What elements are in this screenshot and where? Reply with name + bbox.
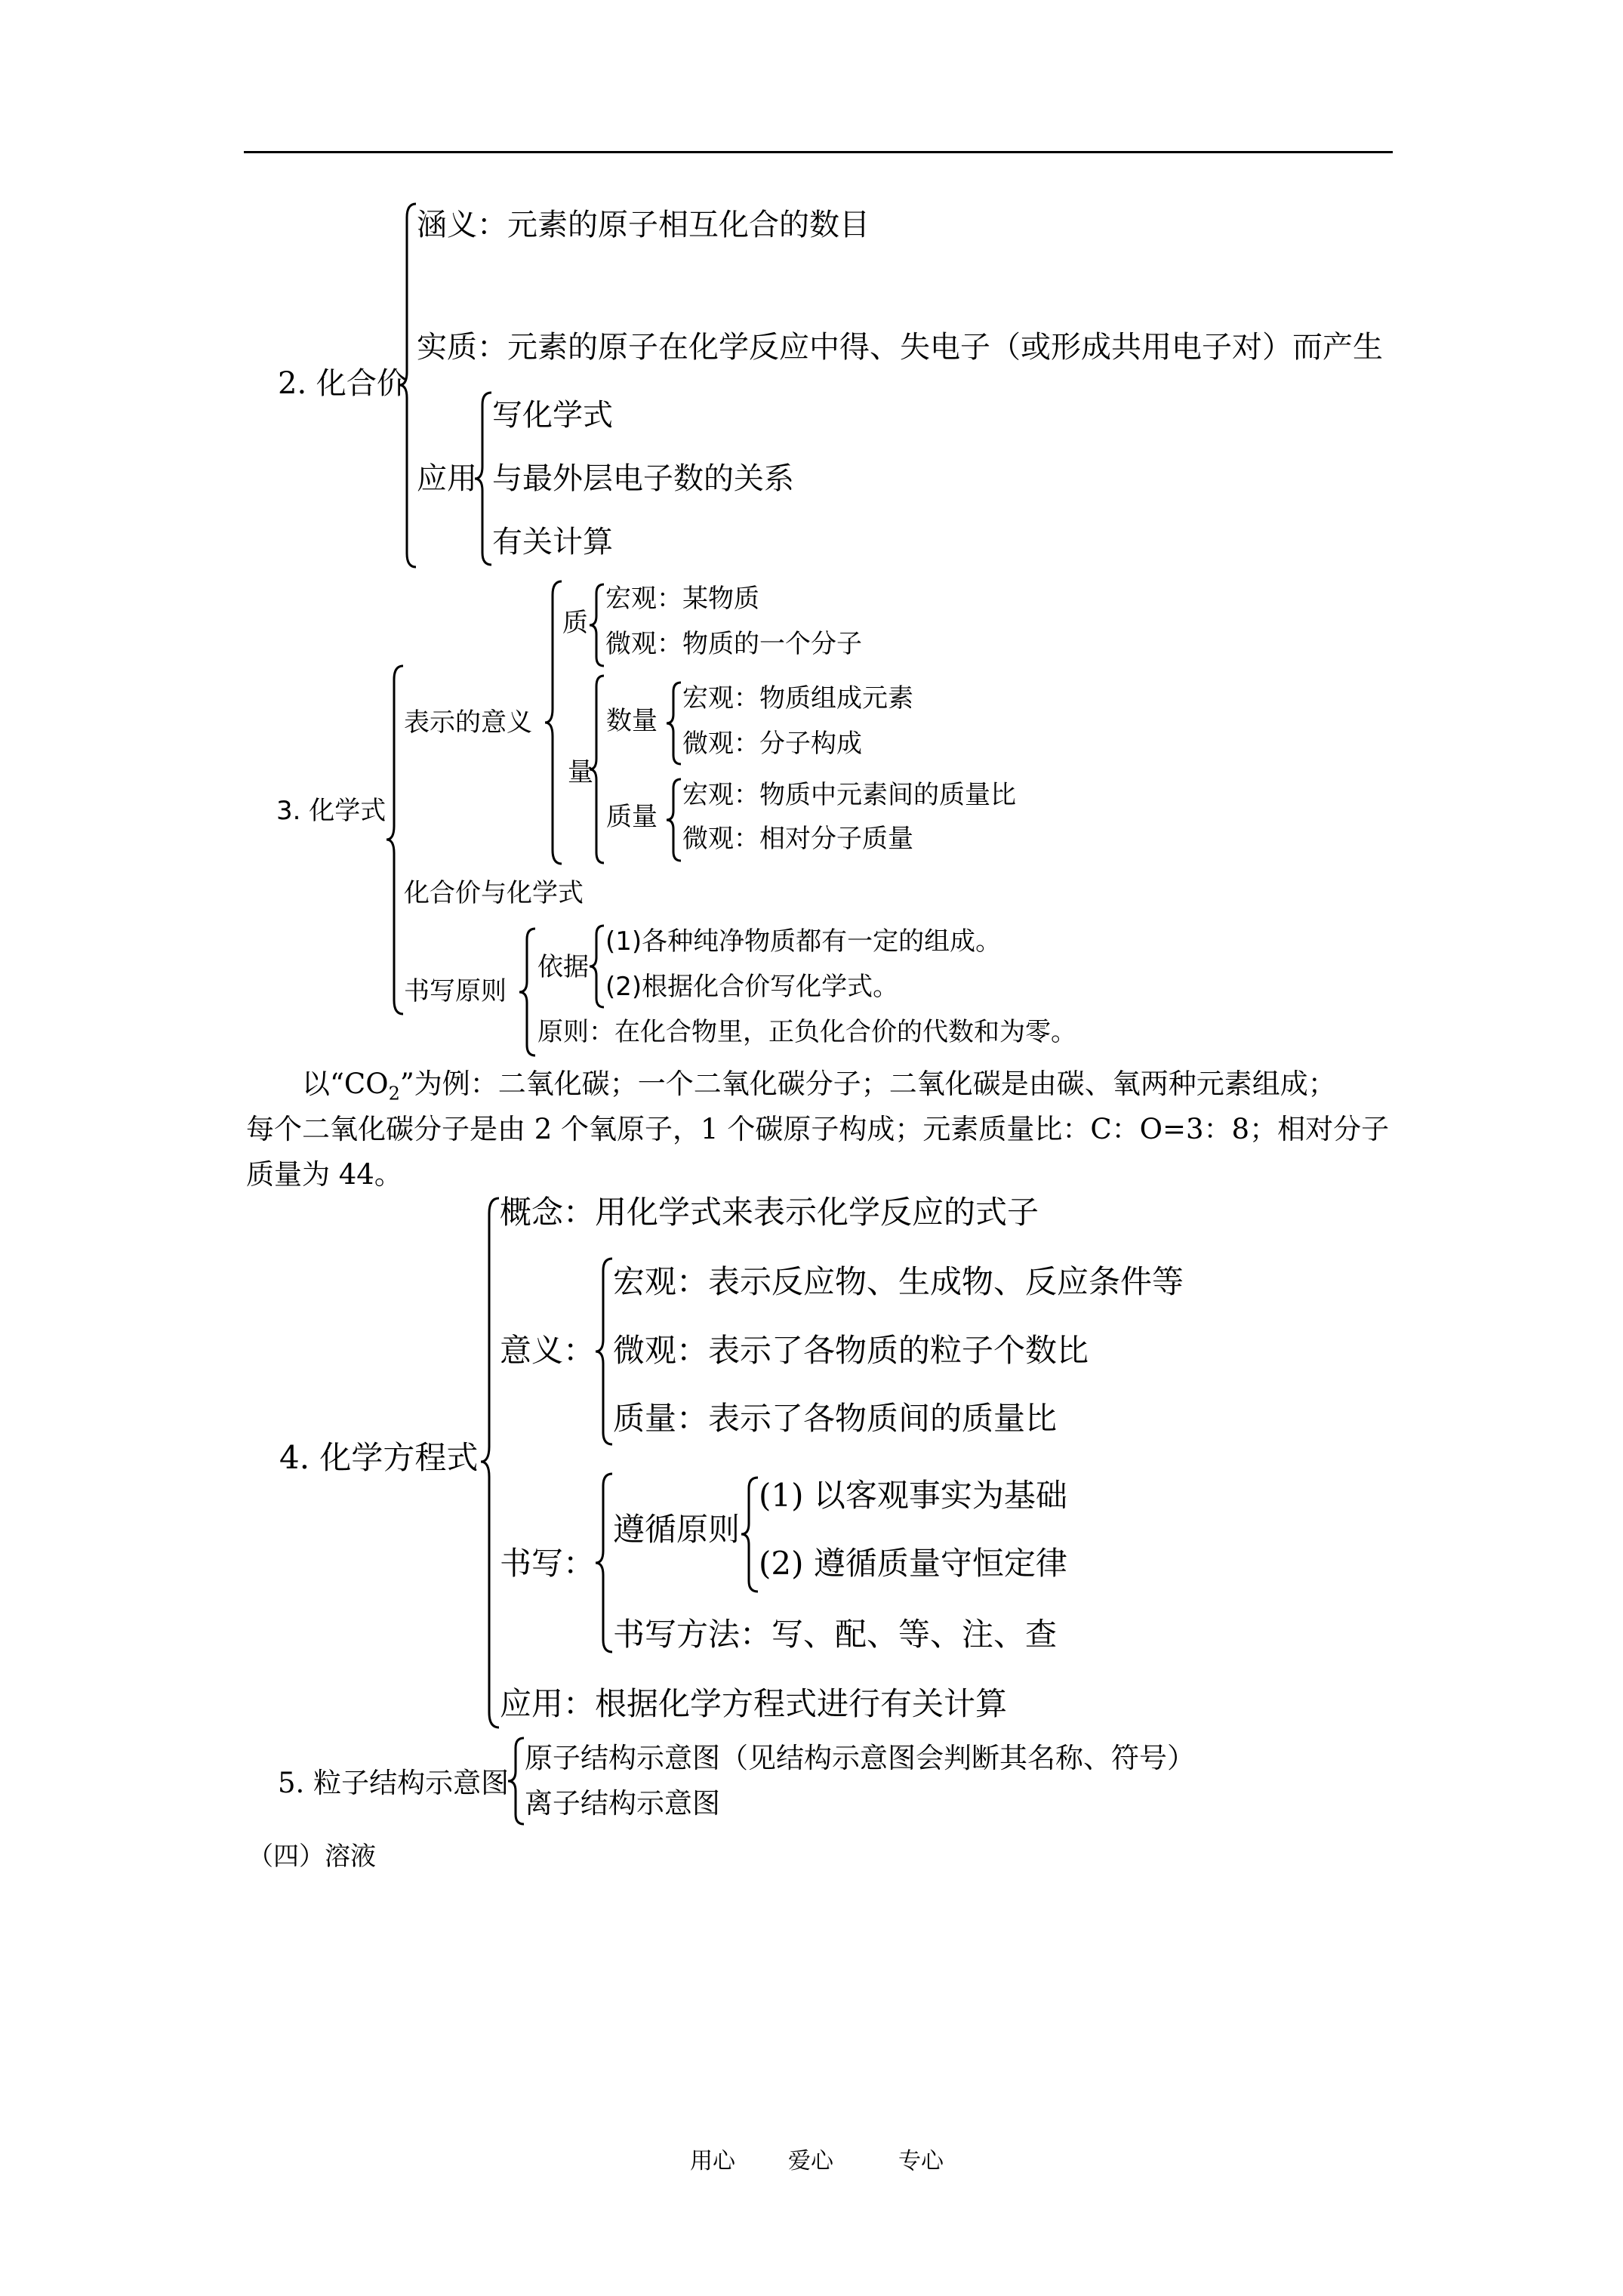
sec3-basis-2: (2)根据化合价写化学式。 (605, 972, 899, 1002)
sec2-essence: 实质：元素的原子在化学反应中得、失电子（或形成共用电子对）而产生 (417, 330, 1383, 365)
sec4-follow-brace (738, 1476, 761, 1593)
sec3-title: 3. 化学式 (276, 796, 387, 826)
sec3-zhiliang-micro: 微观：相对分子质量 (682, 824, 913, 854)
example-line-3: 质量为 44。 (246, 1158, 402, 1191)
sec3-basis-brace (587, 924, 607, 1009)
sec4-method: 书写方法：写、配、等、注、查 (613, 1616, 1058, 1653)
sec5-title: 5. 粒子结构示意图 (278, 1767, 510, 1799)
sec4-writing-label: 书写： (500, 1545, 596, 1582)
sec4-follow-2: (2) 遵循质量守恒定律 (759, 1545, 1067, 1582)
sec4-mass: 质量：表示了各物质间的质量比 (613, 1400, 1058, 1437)
sec4-macro: 宏观：表示反应物、生成物、反应条件等 (613, 1263, 1184, 1300)
sec3-meaning-label: 表示的意义 (404, 707, 532, 738)
sec4-micro: 微观：表示了各物质的粒子个数比 (613, 1332, 1089, 1369)
sec3-writing-label: 书写原则 (404, 976, 507, 1006)
sec4-meaning-label: 意义： (500, 1332, 596, 1369)
sec3-zhiliang-macro: 宏观：物质中元素间的质量比 (682, 780, 1016, 810)
example-line-2: 每个二氧化碳分子是由 2 个氧原子，1 个碳原子构成；元素质量比：C：O=3：8；相对分子 (246, 1113, 1390, 1145)
example-line-1: 以“$CO_2$”为例：二氧化碳；一个二氧化碳分子；二氧化碳是由碳、氧两种元素组成； (302, 1068, 1336, 1105)
sec2-app-item-2: 与最外层电子数的关系 (492, 461, 794, 496)
sec3-writing-brace (517, 927, 538, 1057)
sec3-shuliang-micro: 微观：分子构成 (682, 729, 862, 759)
sec3-shuliang-brace (664, 681, 684, 766)
sec5-atom: 原子结构示意图（见结构示意图会判断其名称、符号） (525, 1742, 1195, 1774)
sec3-valence: 化合价与化学式 (404, 878, 584, 908)
sec4-follow-1: (1) 以客观事实为基础 (759, 1477, 1067, 1514)
footer-c: 专心 (898, 2148, 944, 2174)
sec5-ion: 离子结构示意图 (525, 1787, 720, 1820)
sec3-liang: 量 (568, 757, 593, 787)
sec3-basis-1: (1)各种纯净物质都有一定的组成。 (605, 926, 1002, 957)
sec2-app-label: 应用 (417, 461, 477, 496)
sec3-shuliang: 数量 (606, 706, 658, 736)
sec2-app-brace (472, 391, 494, 566)
sec3-brace (383, 664, 406, 1015)
footer-b: 爱心 (788, 2148, 833, 2174)
sec4-application: 应用：根据化学方程式进行有关计算 (500, 1685, 1008, 1722)
sec3-shuliang-macro: 宏观：物质组成元素 (682, 683, 913, 713)
sec2-brace (396, 202, 419, 569)
sec3-zhi: 质 (562, 608, 588, 638)
sec4-follow-label: 遵循原则 (613, 1511, 741, 1548)
sec3-principle: 原则：在化合物里，正负化合价的代数和为零。 (537, 1017, 1076, 1047)
sec3-liang-brace (587, 674, 607, 864)
footer-a: 用心 (690, 2148, 735, 2174)
sec3-zhi-brace (587, 583, 607, 667)
sec3-zhiliang: 质量 (606, 802, 658, 832)
sec4-concept: 概念：用化学式来表示化学反应的式子 (500, 1194, 1039, 1231)
sec4-writing-brace (593, 1472, 615, 1653)
sec4-title: 4. 化学方程式 (279, 1439, 479, 1476)
sec3-zhiliang-brace (664, 778, 684, 862)
sec2-app-item-1: 写化学式 (492, 398, 613, 433)
sec3-basis-label: 依据 (537, 952, 589, 982)
header-rule (244, 151, 1393, 153)
sec4-brace (478, 1197, 502, 1729)
sec2-meaning: 涵义：元素的原子相互化合的数目 (417, 208, 870, 242)
section-4-heading: （四）溶液 (248, 1841, 376, 1872)
sec3-zhi-micro: 微观：物质的一个分子 (605, 629, 862, 659)
sec3-zhi-macro: 宏观：某物质 (605, 584, 759, 614)
sec4-meaning-brace (593, 1257, 615, 1446)
sec2-app-item-3: 有关计算 (492, 525, 613, 559)
sec2-title: 2. 化合价 (278, 366, 407, 401)
sec5-brace (506, 1737, 527, 1826)
sec3-meaning-brace (542, 580, 565, 865)
